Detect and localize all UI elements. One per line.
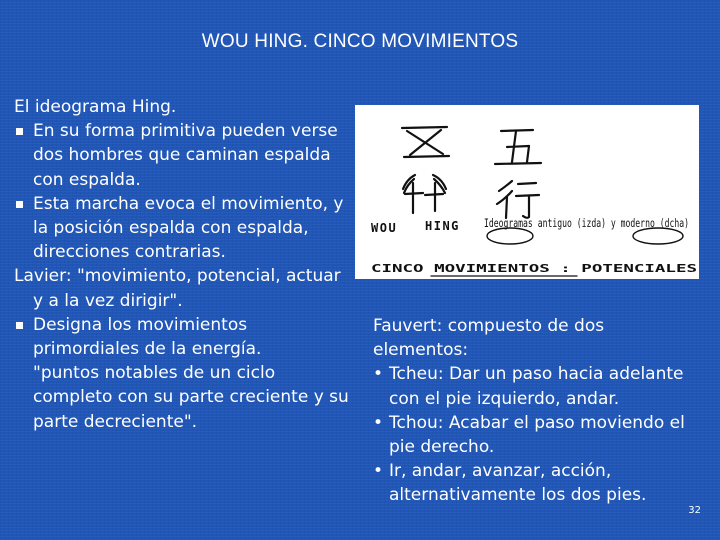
cycle-quote: "puntos notables de un ciclo completo con su parte creciente y su parte decreciente".: [33, 363, 349, 432]
dot-list-item: [373, 411, 703, 459]
bullet-item: [14, 313, 354, 361]
dot-item-text: Tchou: Acabar el paso moviendo el pie derecho.: [389, 412, 685, 458]
square-bullet-icon: [16, 201, 23, 208]
bullet-text: Esta marcha evoca el movimiento, y la posición espalda con espalda, direcciones contrarias.: [33, 193, 344, 263]
dot-list-item: [373, 362, 703, 410]
lavier-quote: Lavier: "movimiento, potencial, actuar y a la vez dirigir".: [14, 266, 341, 311]
bullet-item: [14, 192, 354, 265]
ideogram-caption: Ideogramas antiguo (izda) y moderno (dcha): [484, 216, 689, 230]
wou-label: WOU: [371, 221, 398, 235]
slide-title: WOU HING. CINCO MOVIMIENTOS: [201, 31, 519, 52]
cinco-movimientos-label: CINCO MOVIMIENTOS : POTENCIALES: [371, 262, 697, 275]
hing-label: HING: [425, 219, 460, 233]
modern-wou-glyph: [495, 130, 541, 164]
ideogram-image: [355, 105, 699, 279]
left-text-column: [14, 95, 354, 434]
dot-bullet-icon: •: [373, 364, 384, 385]
intro-text: El ideograma Hing.: [14, 97, 177, 117]
right-text-column: [373, 314, 703, 508]
dot-bullet-icon: •: [373, 461, 384, 482]
ancient-hing-glyph: [403, 175, 446, 213]
square-bullet-icon: [16, 128, 23, 135]
bullet-item: [14, 119, 354, 192]
square-bullet-icon: [16, 322, 23, 329]
dot-item-text: Ir, andar, avanzar, acción, alternativamente los dos pies.: [389, 461, 647, 506]
page-number: 32: [688, 505, 701, 516]
hand-drawn-ideograms: [355, 105, 699, 279]
modern-hing-glyph: [497, 181, 539, 218]
ancient-wou-glyph: [402, 127, 449, 157]
bullet-text: En su forma primitiva pueden verse dos hombres que caminan espalda con espalda.: [33, 121, 338, 190]
dot-list-item: [373, 459, 703, 507]
bullet-text: Designa los movimientos primordiales de la energía.: [33, 314, 262, 360]
fauvert-intro: Fauvert: compuesto de dos elementos:: [373, 316, 605, 361]
dot-item-text: Tcheu: Dar un paso hacia adelante con el pie izquierdo, andar.: [389, 364, 684, 409]
dot-bullet-icon: •: [373, 412, 384, 433]
